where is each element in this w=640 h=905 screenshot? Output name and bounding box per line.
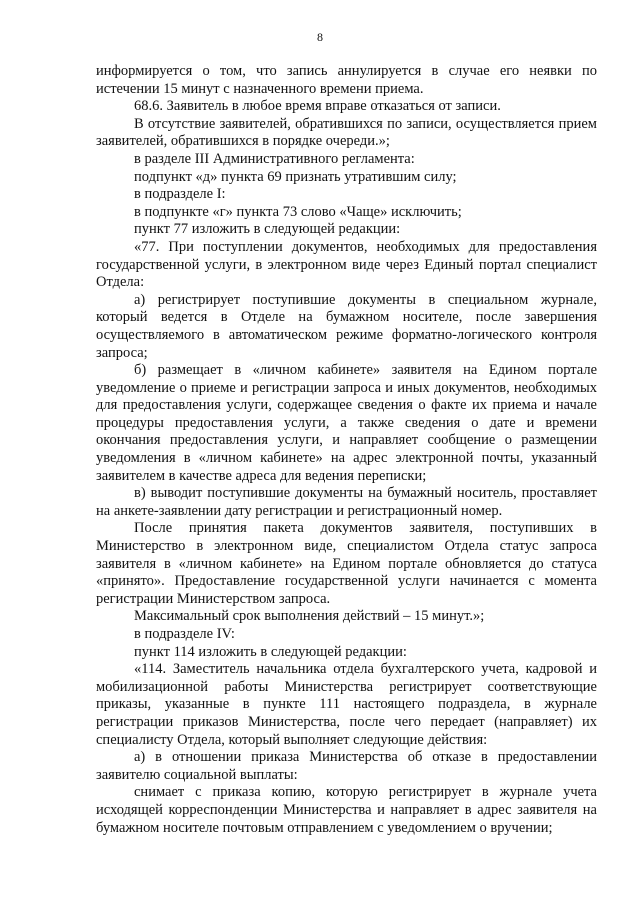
- paragraph-17: «114. Заместитель начальника отдела бухгалтерского учета, кадровой и мобилизационной работы Министерства регистрирует соответствующие приказы, указанные в пункте 111 настоящего подраздела, в журнале регистрации приказов Министерства, после чего передает (направляет) их специалисту Отдела, который выполняет следующие действия:: [96, 661, 597, 748]
- document-body: [96, 63, 597, 837]
- paragraph-15: в подразделе IV:: [134, 626, 235, 642]
- page-number: 8: [317, 30, 323, 44]
- paragraph-12: в) выводит поступившие документы на бумажный носитель, проставляет на анкете-заявлении дату регистрации и регистрационный номер.: [96, 485, 597, 519]
- paragraph-13: После принятия пакета документов заявителя, поступивших в Министерство в электронном виде, специалистом Отдела статус запроса заявителя в «личном кабинете» на Едином портале обновляется до статуса «принято». Предоставление государственной услуги начинается с момента регистрации Министерством запроса.: [96, 520, 597, 607]
- paragraph-6: в подразделе I:: [134, 186, 226, 203]
- paragraph-3: В отсутствие заявителей, обратившихся по записи, осуществляется прием заявителей, обратившихся в порядке очереди.»;: [96, 115, 597, 150]
- paragraph-16: пункт 114 изложить в следующей редакции:: [134, 643, 407, 660]
- paragraph-7: в подпункте «г» пункта 73 слово «Чаще» исключить;: [134, 203, 462, 220]
- paragraph-10: а) регистрирует поступившие документы в специальном журнале, который ведется в Отделе на бумажном носителе, после завершения осуществляемого в автоматическом режиме форматно-логического контроля запроса;: [96, 291, 597, 361]
- paragraph-8: пункт 77 изложить в следующей редакции:: [134, 221, 401, 238]
- paragraph-9: «77. При поступлении документов, необходимых для предоставления государственной услуги, в электронном виде через Единый портал специалист Отдела:: [96, 238, 597, 291]
- paragraph-11: б) размещает в «личном кабинете» заявителя на Едином портале уведомление о приеме и регистрации запроса и иных документов, необходимых для предоставления услуги, содержащее сведения о факте их приема и начале процедуры предоставления услуги, а также сведения о дате и времени окончания предоставления услуги, и направляет сообщение о размещении уведомления в «личном кабинете» на адрес электронной почты, указанный заявителем в качестве адреса для ведения переписки;: [96, 362, 597, 484]
- paragraph-2: 68.6. Заявитель в любое время вправе отказаться от записи.: [134, 98, 501, 115]
- paragraph-14: Максимальный срок выполнения действий – 15 минут.»;: [134, 608, 485, 625]
- paragraph-4: в разделе III Административного регламента:: [134, 150, 415, 167]
- paragraph-18: а) в отношении приказа Министерства об отказе в предоставлении заявителю социальной выплаты:: [96, 749, 597, 783]
- paragraph-1: информируется о том, что запись аннулируется в случае его неявки по истечении 15 минут с назначенного времени приема.: [96, 63, 597, 97]
- paragraph-19: снимает с приказа копию, которую регистрирует в журнале учета исходящей корреспонденции Министерства и направляет в адрес заявителя на бумажном носителе почтовым отправлением с уведомлением о вручении;: [96, 784, 597, 836]
- paragraph-5: подпункт «д» пункта 69 признать утратившим силу;: [134, 168, 457, 185]
